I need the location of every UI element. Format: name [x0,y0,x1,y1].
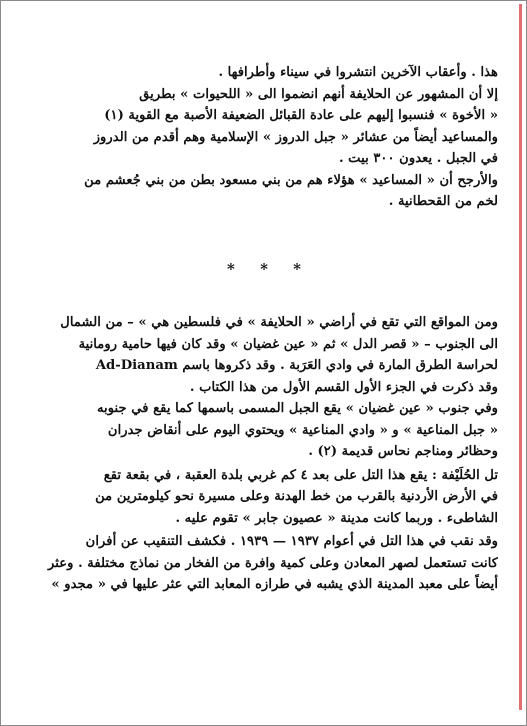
section-separator: * * * [227,259,311,278]
text-line: في الأرض الأردنية بالقرب من خط الهدنة وعلى مسيرة نحو كيلومترين من [95,489,498,504]
text-line: ومن المواقع التي تقع في أراضي « الحلايفة » في فلسطين هي » – من الشمال [60,315,498,330]
text-line: لخم من القحطانية . [388,194,498,209]
text-line: والمساعيد أيضاً من عشائر « جبل الدروز » الإسلامية وهم أقدم من الدروز [93,129,498,145]
paragraph-block-2 [40,312,498,398]
document-page [40,62,498,596]
text-line: إلا أن المشهور عن الحلايفة أنهم انضموا الى « اللحيوات » بطريق [139,86,498,102]
text-line: وفي جنوب « عين غضيان » يقع الجبل المسمى باسمها كما يقع في جنوبه [96,401,498,416]
text-line: الى الجنوب – « قصر الدل » ثم « عين غضيان » وقد كان فيها حامية رومانية [78,336,498,352]
text-line: والأرجح أن « المساعيد » هؤلاء هم من بني مسعود بطن من بني جُعشم من [84,172,498,188]
text-line: في الجبل . يعدون ٣٠٠ بيت . [338,151,498,166]
paragraph-block-3 [40,398,498,463]
text-line: لحراسة الطرق المارة في وادي العَرَبة . وقد ذكروها باسم Ad-Dianam [95,358,498,373]
paragraph-block-4 [40,465,498,530]
paragraph-block-5 [40,531,498,596]
text-line: الشاطىء . وربما كانت مدينة « عصيون جابر » تقوم عليه . [175,510,498,526]
text-line: كانت تستعمل لصهر المعادن وعلى كمية وافرة من الفخار من نماذج مختلفة . وعثر [47,555,498,571]
text-line: « جبل المناعية » و « وادي المناعية » ويحتوي اليوم على أنقاض جدران [107,422,498,438]
text-line: وحظائر ومناجم نحاس قديمة (٢) . [308,444,498,459]
paragraph-block-1 [40,62,498,213]
text-line: وقد نقب في هذا التل في أعوام ١٩٣٧ — ١٩٣٩ . فكشف التنقيب عن أفران [85,534,498,549]
text-line: هذا . وأعقاب الآخرين انتشروا في سيناء وأطرافها . [218,65,498,80]
page-edge-marker [519,4,522,710]
text-line: أيضاً على معبد المدينة الذي يشبه في طرازه المعابد التي عثر عليها في « مجدو » [51,577,498,592]
text-line: تل الحُلَيْفة : يقع هذا التل على بعد ٤ كم غربي بلدة العقبة ، في بقعة تقع [103,467,498,483]
text-line: وقد ذكرت في الجزء الأول القسم الأول من هذا الكتاب . [189,379,498,395]
text-line: « الأخوة » فنسبوا إليهم على عادة القبائل الضعيفة الأصبة مع القوية (١) [104,108,498,123]
